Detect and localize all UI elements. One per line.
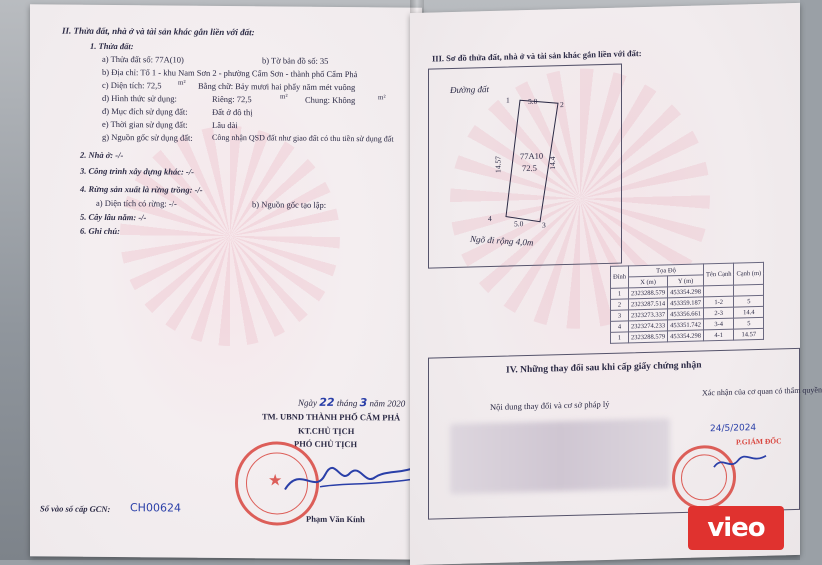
purpose-value: Đất ở đô thị xyxy=(212,106,253,118)
confirm-role: P.GIÁM ĐỐC xyxy=(736,436,782,447)
map-number: b) Tờ bản đồ số: 35 xyxy=(262,55,329,66)
parcel-area-label: 72.5 xyxy=(522,162,537,174)
cell-y: 453356.661 xyxy=(668,308,704,320)
cell-y: 453351.742 xyxy=(668,319,704,331)
side-right: 14.4 xyxy=(547,156,557,170)
side-left: 14.57 xyxy=(493,155,503,174)
origin-value: Công nhận QSD đất như giao đất có thu tiền sử dụng đất xyxy=(212,132,394,144)
private-unit: m² xyxy=(280,92,288,101)
chair: KT.CHỦ TỊCH xyxy=(298,425,355,437)
cell-edge: 2-3 xyxy=(704,307,734,319)
parcel-number: a) Thửa đất số: 77A(10) xyxy=(102,53,184,65)
alley-label: Ngõ đi rộng 4,0m xyxy=(469,233,534,248)
private-area: Riêng: 72,5 xyxy=(212,93,252,105)
corner-1: 1 xyxy=(506,95,510,105)
trees-line: 5. Cây lâu năm: -/- xyxy=(80,211,147,223)
col-coord: Tọa Độ xyxy=(629,264,704,277)
cell-point: 1 xyxy=(611,288,629,299)
cell-point: 4 xyxy=(611,321,629,332)
col-length: Cạnh (m) xyxy=(734,262,764,285)
forest-origin: b) Nguồn gốc tạo lập: xyxy=(252,199,327,210)
cell-edge: 3-4 xyxy=(704,318,734,330)
cell-y: 453354.298 xyxy=(668,330,704,342)
col-edge: Tên Cạnh xyxy=(704,263,734,286)
area-words: Bằng chữ: Bảy mươi hai phẩy năm mét vuông xyxy=(198,80,356,93)
side-bottom: 5.0 xyxy=(514,219,524,229)
construction-line: 3. Công trình xây dựng khác: -/- xyxy=(80,165,194,177)
shared-unit: m² xyxy=(378,93,386,102)
cell-x: 2323288.579 xyxy=(629,331,668,343)
corner-3: 3 xyxy=(542,220,546,230)
right-page xyxy=(410,3,822,565)
date-month-label: tháng xyxy=(336,397,358,409)
term-value: Lâu dài xyxy=(212,119,238,131)
parcel-area: c) Diện tích: 72,5 xyxy=(102,79,162,91)
cell-y: 453359.187 xyxy=(668,297,704,309)
house-line: 2. Nhà ở: -/- xyxy=(80,149,124,161)
shared-area: Chung: Không xyxy=(305,94,356,106)
redacted-content xyxy=(450,418,670,494)
cell-edge: 1-2 xyxy=(704,296,734,308)
parcel-address: b) Địa chỉ: Tổ 1 - khu Nam Sơn 2 - phường Cẩm Sơn - thành phố Cẩm Phả xyxy=(102,66,358,80)
register-value: CH00624 xyxy=(130,501,181,515)
term-label: e) Thời gian sử dụng đất: xyxy=(102,118,188,130)
cell-length: 5 xyxy=(734,295,764,307)
cell-y: 453354.298 xyxy=(668,286,704,298)
coordinate-table xyxy=(610,262,764,344)
use-form-label: d) Hình thức sử dụng: xyxy=(102,92,177,104)
purpose-label: đ) Mục đích sử dụng đất: xyxy=(102,105,188,117)
register-label: Số vào sổ cấp GCN: xyxy=(40,503,111,514)
corner-2: 2 xyxy=(560,100,564,110)
cell-x: 2323287.514 xyxy=(629,298,668,310)
notes-line: 6. Ghi chú: xyxy=(80,225,120,237)
col-y: Y (m) xyxy=(668,275,704,287)
issue-date xyxy=(298,397,405,409)
changes-header-content: Nội dung thay đổi và cơ sở pháp lý xyxy=(490,398,610,413)
date-day: 22 xyxy=(319,395,335,409)
cell-edge xyxy=(704,285,734,297)
cell-length: 5 xyxy=(734,317,764,329)
vice-chair: PHÓ CHỦ TỊCH xyxy=(294,438,358,450)
changes-title: IV. Những thay đổi sau khi cấp giấy chứng nhận xyxy=(506,360,702,376)
col-x: X (m) xyxy=(629,276,668,288)
col-point: Đỉnh xyxy=(611,266,629,288)
drum-motif xyxy=(120,125,340,347)
forest-line: 4. Rừng sản xuất là rừng trồng: -/- xyxy=(80,183,203,195)
star-icon: ★ xyxy=(268,472,283,490)
cell-length: 14.4 xyxy=(734,306,764,318)
confirm-date: 24/5/2024 xyxy=(710,423,757,435)
cell-length xyxy=(734,284,764,296)
side-top: 5.0 xyxy=(528,96,538,107)
changes-header-confirm: Xác nhận của cơ quan có thẩm quyền xyxy=(702,385,822,398)
signature xyxy=(280,454,420,505)
left-page xyxy=(30,4,422,559)
date-month: 3 xyxy=(359,396,368,410)
cell-point: 3 xyxy=(611,310,629,321)
road-top-label: Đường đất xyxy=(450,84,489,96)
authority: TM. UBND THÀNH PHỐ CẨM PHẢ xyxy=(262,411,401,423)
cell-point: 2 xyxy=(611,299,629,310)
cell-x: 2323273.337 xyxy=(629,309,668,321)
area-unit: m² xyxy=(178,78,186,87)
cell-point: 1 xyxy=(611,332,629,343)
cell-length: 14.57 xyxy=(734,328,764,340)
cell-edge: 4-1 xyxy=(704,329,734,341)
signer-name: Phạm Văn Kính xyxy=(306,513,365,525)
cell-x: 2323288.579 xyxy=(629,287,668,299)
diagram-title: III. Sơ đồ thửa đất, nhà ở và tài sản khác gắn liền với đất: xyxy=(432,48,642,64)
section-title: II. Thửa đất, nhà ở và tài sản khác gắn liền với đất: xyxy=(62,25,255,38)
confirm-signature xyxy=(710,450,770,476)
land-heading: 1. Thửa đất: xyxy=(90,40,134,52)
cell-x: 2323274.233 xyxy=(629,320,668,332)
corner-4: 4 xyxy=(488,213,492,224)
forest-area: a) Diện tích có rừng: -/- xyxy=(96,197,177,209)
parcel-label: 77A10 xyxy=(520,150,544,162)
date-year: năm 2020 xyxy=(369,398,406,409)
watermark-logo: vieo xyxy=(688,506,784,550)
origin-label: g) Nguồn gốc sử dụng đất: xyxy=(102,131,193,143)
date-prefix: Ngày xyxy=(298,397,317,408)
